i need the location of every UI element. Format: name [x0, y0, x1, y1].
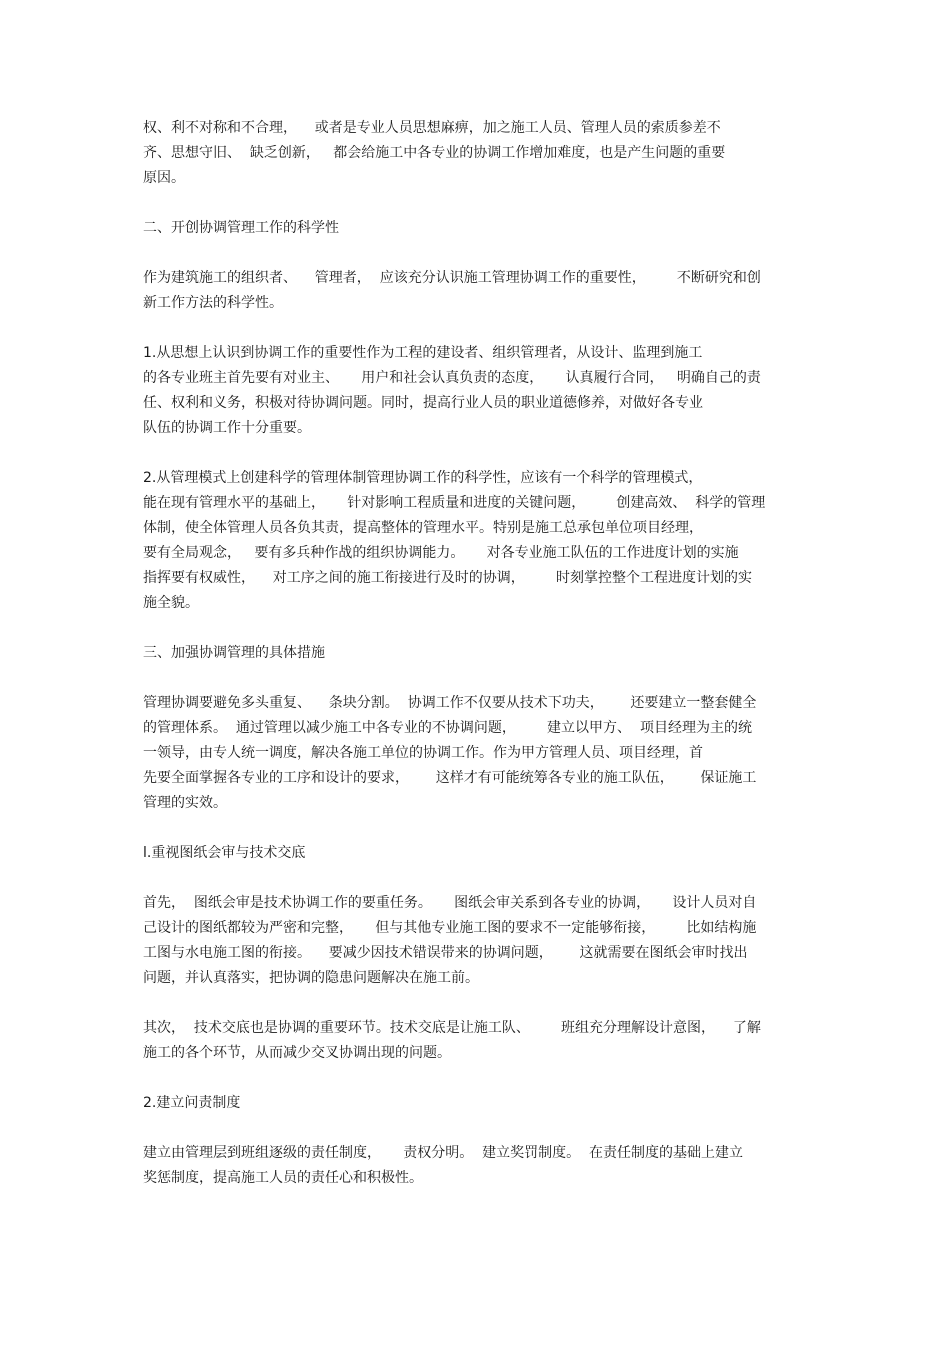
- section-heading: 二、开创协调管理工作的科学性: [143, 220, 339, 236]
- text-line: 队伍的协调工作十分重要。: [143, 420, 311, 436]
- text-line: 先要全面掌握各专业的工序和设计的要求， 这样才有可能统筹各专业的施工队伍， 保证施工: [143, 770, 757, 786]
- text-line: 其次， 技术交底也是协调的重要环节。技术交底是让施工队、 班组充分理解设计意图， 了解: [143, 1020, 761, 1036]
- text-line: 的管理体系。 通过管理以减少施工中各专业的不协调问题， 建立以甲方、 项目经理为主的统: [143, 720, 752, 736]
- subsection-heading: 2.建立问责制度: [143, 1095, 241, 1111]
- text-line: 要有全局观念， 要有多兵种作战的组织协调能力。 对各专业施工队伍的工作进度计划的实施: [143, 545, 739, 561]
- text-line: 一领导，由专人统一调度，解决各施工单位的协调工作。作为甲方管理人员、项目经理，首: [143, 745, 703, 761]
- text-line: 问题，并认真落实，把协调的隐患问题解决在施工前。: [143, 970, 479, 986]
- text-line: 体制，使全体管理人员各负其责，提高整体的管理水平。特别是施工总承包单位项目经理，: [143, 520, 703, 536]
- text-line: 权、利不对称和不合理， 或者是专业人员思想麻痹，加之施工人员、管理人员的索质参差不: [143, 120, 721, 136]
- text-line: 施全貌。: [143, 595, 199, 611]
- text-line: 己设计的图纸都较为严密和完整， 但与其他专业施工图的要求不一定能够衔接， 比如结构施: [143, 920, 757, 936]
- text-line: 管理的实效。: [143, 795, 227, 811]
- text-line: 任、权利和义务，积极对待协调问题。同时，提高行业人员的职业道德修养，对做好各专业: [143, 395, 703, 411]
- text-line: 首先， 图纸会审是技术协调工作的要重任务。 图纸会审关系到各专业的协调， 设计人员对自: [143, 895, 757, 911]
- text-line: 1.从思想上认识到协调工作的重要性作为工程的建设者、组织管理者，从设计、监理到施工: [143, 345, 703, 361]
- subsection-heading: l.重视图纸会审与技术交底: [143, 845, 306, 861]
- text-line: 工图与水电施工图的衔接。 要减少因技术错误带来的协调问题， 这就需要在图纸会审时找出: [143, 945, 748, 961]
- text-line: 管理协调要避免多头重复、 条块分割。 协调工作不仅要从技术下功夫， 还要建立一整套健全: [143, 695, 757, 711]
- text-line: 新工作方法的科学性。: [143, 295, 283, 311]
- text-line: 作为建筑施工的组织者、 管理者， 应该充分认识施工管理协调工作的重要性， 不断研究和创: [143, 270, 761, 286]
- text-line: 的各专业班主首先要有对业主、 用户和社会认真负责的态度， 认真履行合同， 明确自己的责: [143, 370, 761, 386]
- text-line: 奖惩制度，提高施工人员的责任心和积极性。: [143, 1170, 423, 1186]
- text-line: 能在现有管理水平的基础上， 针对影响工程质量和进度的关键问题， 创建高效、 科学的管理: [143, 495, 766, 511]
- text-line: 原因。: [143, 170, 185, 186]
- text-line: 齐、思想守旧、 缺乏创新， 都会给施工中各专业的协调工作增加难度，也是产生问题的重要: [143, 145, 726, 161]
- section-heading: 三、加强协调管理的具体措施: [143, 645, 325, 661]
- text-line: 2.从管理模式上创建科学的管理体制管理协调工作的科学性，应该有一个科学的管理模式，: [143, 470, 703, 486]
- text-line: 建立由管理层到班组逐级的责任制度， 责权分明。 建立奖罚制度。 在责任制度的基础上建立: [143, 1145, 744, 1161]
- text-line: 指挥要有权威性， 对工序之间的施工衔接进行及时的协调， 时刻掌控整个工程进度计划的实: [143, 570, 752, 586]
- text-line: 施工的各个环节，从而减少交叉协调出现的问题。: [143, 1045, 451, 1061]
